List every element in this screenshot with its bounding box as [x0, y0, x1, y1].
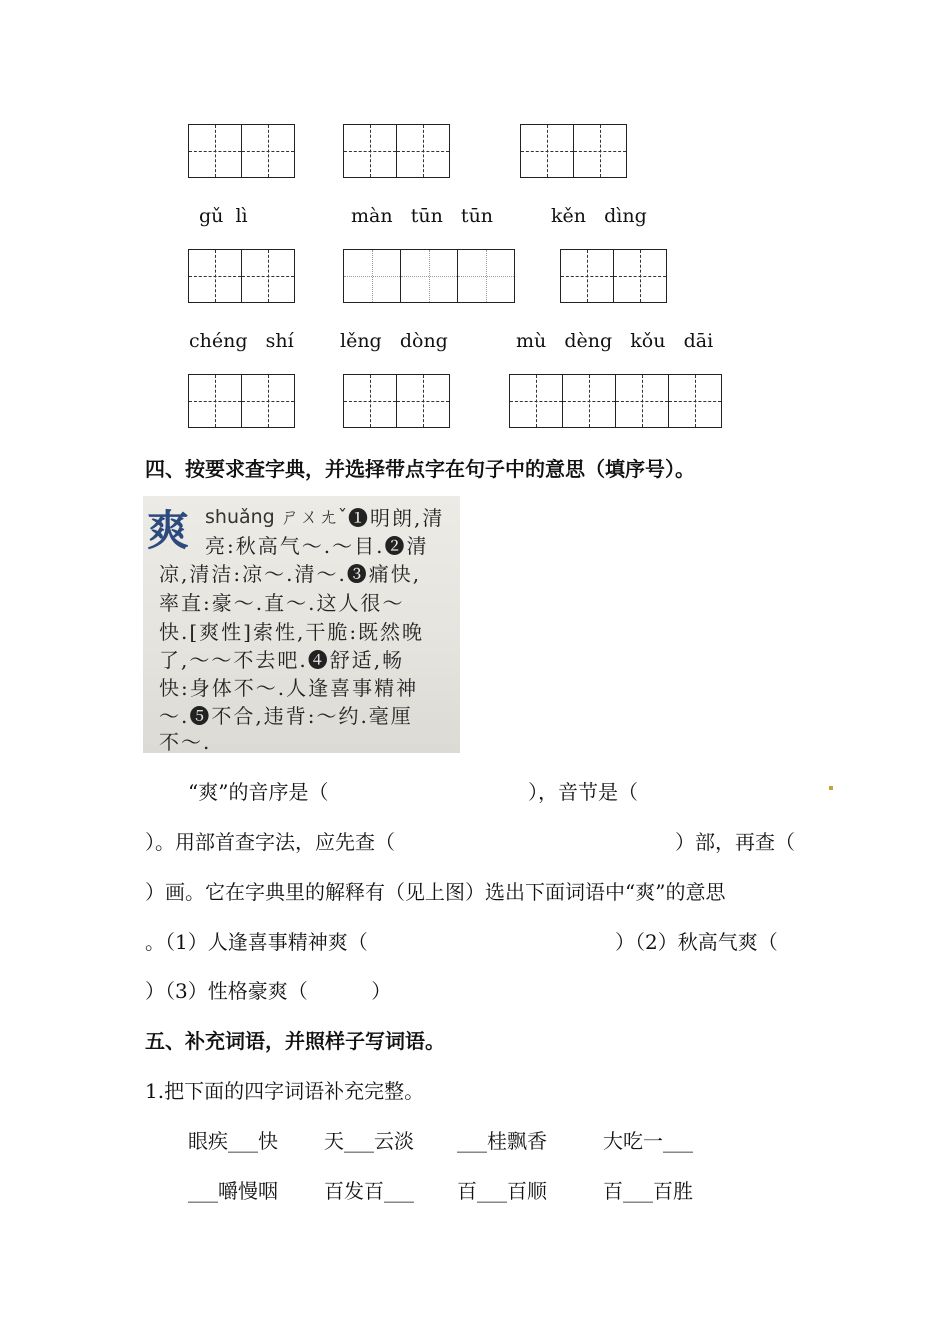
- q-line-4-part-b: ）（2）秋高气爽（: [615, 930, 778, 954]
- idiom-item[interactable]: 百___百胜: [603, 1179, 693, 1203]
- idiom-item[interactable]: ___嚼慢咽: [188, 1179, 278, 1203]
- q-line-1-part-b: ），音节是（: [528, 780, 638, 804]
- pinyin-cheng-shi: chéng shí: [189, 330, 294, 352]
- dictionary-pinyin: shuǎng ㄕㄨㄤˇ: [205, 506, 348, 528]
- dictionary-line: 快:身体不～.人逢喜事精神: [159, 676, 419, 700]
- q-line-1-part-a: “爽”的音序是（: [188, 780, 329, 804]
- dictionary-line: 亮:秋高气～.～目.❷清: [205, 534, 429, 558]
- char-grid-3-3[interactable]: [509, 374, 722, 428]
- q-line-2-part-a: ）。用部首查字法，应先查（: [145, 830, 395, 854]
- yellow-mark: [829, 786, 833, 790]
- q-line-4-part-a: 。（1）人逢喜事精神爽（: [145, 930, 368, 954]
- pinyin-ken-ding: kěn dìng: [551, 205, 647, 227]
- section5-subheading: 1.把下面的四字词语补充完整。: [145, 1079, 425, 1103]
- dictionary-line: 了,～～不去吧.❹舒适,畅: [159, 648, 405, 672]
- q-line-5: ）（3）性格豪爽（ ）: [145, 979, 392, 1003]
- char-grid-2-2[interactable]: [343, 249, 515, 303]
- q-line-3: ）画。它在字典里的解释有（见上图）选出下面词语中“爽”的意思: [145, 880, 726, 904]
- dictionary-head-char: 爽: [147, 506, 190, 555]
- dictionary-line: ～.❺不合,违背:～约.毫厘: [159, 704, 413, 728]
- idiom-item[interactable]: 大吃一___: [603, 1129, 693, 1153]
- dictionary-line: 凉,清洁:凉～.清～.❸痛快,: [159, 562, 422, 586]
- section4-heading: 四、按要求查字典，并选择带点字在句子中的意思（填序号）。: [145, 457, 695, 481]
- idiom-item[interactable]: 眼疾___快: [188, 1129, 278, 1153]
- char-grid-1-1[interactable]: [188, 124, 295, 178]
- idiom-item[interactable]: 百发百___: [324, 1179, 414, 1203]
- idiom-item[interactable]: ___桂飘香: [457, 1129, 547, 1153]
- char-grid-1-2[interactable]: [343, 124, 450, 178]
- idiom-item[interactable]: 天___云淡: [324, 1129, 414, 1153]
- q-line-2-part-b: ）部，再查（: [675, 830, 795, 854]
- char-grid-1-3[interactable]: [520, 124, 627, 178]
- pinyin-leng-dong: lěng dòng: [340, 330, 448, 352]
- dictionary-line: 率直:豪～.直～.这人很～: [159, 591, 405, 615]
- section5-heading: 五、补充词语，并照样子写词语。: [145, 1029, 445, 1053]
- idiom-item[interactable]: 百___百顺: [457, 1179, 547, 1203]
- char-grid-3-2[interactable]: [343, 374, 450, 428]
- pinyin-mu-deng-kou-dai: mù dèng kǒu dāi: [516, 330, 714, 352]
- pinyin-man-tun-tun: màn tūn tūn: [351, 205, 494, 227]
- dictionary-line: 不～.: [159, 730, 212, 753]
- dictionary-entry-image: [143, 496, 460, 753]
- char-grid-2-1[interactable]: [188, 249, 295, 303]
- dictionary-line: ❶明朗,清: [348, 506, 445, 530]
- char-grid-3-1[interactable]: [188, 374, 295, 428]
- pinyin-gu-li: gǔ lì: [199, 205, 248, 227]
- dictionary-line: 快.[爽性]索性,干脆:既然晚: [159, 620, 425, 644]
- char-grid-2-3[interactable]: [560, 249, 667, 303]
